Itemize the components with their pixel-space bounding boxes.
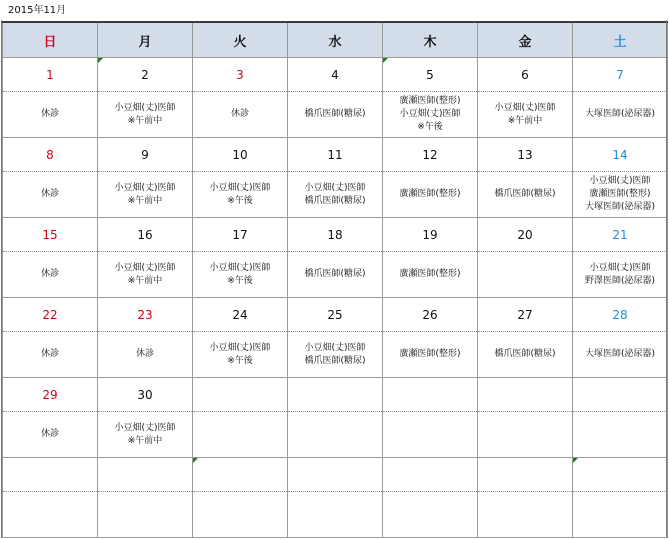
schedule-cell[interactable] [98, 252, 193, 298]
schedule-note: 小豆畑(丈)医師 [589, 176, 651, 186]
date-cell[interactable] [573, 378, 668, 412]
schedule-cell[interactable] [3, 492, 98, 538]
schedule-cell[interactable] [193, 332, 288, 378]
date-cell[interactable] [288, 378, 383, 412]
schedule-cell[interactable] [573, 332, 668, 378]
schedule-cell[interactable] [193, 412, 288, 458]
weekday-tue: 火 [193, 22, 288, 58]
date-cell[interactable]: 11 [288, 138, 383, 172]
date-cell[interactable]: 6 [478, 58, 573, 92]
schedule-note: 小豆畑(丈)医師 [114, 102, 176, 113]
date-cell[interactable] [478, 378, 573, 412]
date-row [3, 458, 668, 492]
schedule-cell[interactable] [98, 412, 193, 458]
schedule-row [3, 92, 668, 138]
schedule-cell[interactable] [3, 412, 98, 458]
date-cell[interactable]: 8 [3, 138, 98, 172]
schedule-note: 休診 [40, 109, 59, 119]
schedule-cell[interactable] [478, 92, 573, 138]
schedule-note: ※午後 [227, 275, 253, 286]
date-cell[interactable]: 28 [573, 298, 668, 332]
schedule-cell[interactable] [98, 332, 193, 378]
schedule-note: 小豆畑(丈)医師 [304, 182, 366, 193]
schedule-cell[interactable] [288, 492, 383, 538]
date-cell[interactable] [573, 458, 668, 492]
schedule-row [3, 332, 668, 378]
schedule-note: 小豆畑(丈)医師 [114, 182, 176, 193]
schedule-cell[interactable] [3, 332, 98, 378]
schedule-note: 廣瀬医師(整形) [399, 269, 461, 279]
date-cell[interactable]: 19 [383, 218, 478, 252]
schedule-cell[interactable] [193, 492, 288, 538]
date-cell[interactable]: 26 [383, 298, 478, 332]
date-cell[interactable]: 24 [193, 298, 288, 332]
schedule-cell[interactable] [193, 172, 288, 218]
date-cell[interactable]: 4 [288, 58, 383, 92]
date-cell[interactable]: 1 [3, 58, 98, 92]
date-cell[interactable]: 5 [383, 58, 478, 92]
schedule-note: 小豆畑(丈)医師 [114, 262, 176, 273]
schedule-note: ※午前中 [127, 275, 163, 286]
schedule-cell[interactable] [288, 412, 383, 458]
date-cell[interactable]: 15 [3, 218, 98, 252]
date-cell[interactable]: 20 [478, 218, 573, 252]
schedule-note: 橋爪医師(糖尿) [304, 195, 366, 206]
schedule-cell[interactable] [383, 412, 478, 458]
date-cell[interactable] [383, 458, 478, 492]
date-cell[interactable]: 21 [573, 218, 668, 252]
date-cell[interactable]: 13 [478, 138, 573, 172]
schedule-row [3, 492, 668, 538]
date-row [3, 378, 668, 412]
date-cell[interactable]: 12 [383, 138, 478, 172]
weekday-header-row [3, 22, 668, 58]
date-cell[interactable]: 2 [98, 58, 193, 92]
schedule-cell[interactable] [288, 252, 383, 298]
schedule-note: ※午前中 [127, 435, 163, 446]
schedule-cell[interactable] [573, 252, 668, 298]
date-cell[interactable]: 14 [573, 138, 668, 172]
weekday-thu: 木 [383, 22, 478, 58]
schedule-cell[interactable] [383, 332, 478, 378]
schedule-cell[interactable] [383, 252, 478, 298]
date-cell[interactable] [3, 458, 98, 492]
schedule-cell[interactable] [193, 252, 288, 298]
weekday-wed: 水 [288, 22, 383, 58]
schedule-cell[interactable] [478, 332, 573, 378]
date-cell[interactable] [383, 378, 478, 412]
schedule-note: 小豆畑(丈)医師 [399, 109, 461, 119]
schedule-row [3, 412, 668, 458]
schedule-cell[interactable] [3, 252, 98, 298]
schedule-note: 廣瀬医師(整形) [399, 96, 461, 106]
schedule-note: 廣瀬医師(整形) [399, 189, 461, 199]
date-cell[interactable] [193, 378, 288, 412]
schedule-note: 休診 [230, 109, 249, 119]
schedule-note: 橋爪医師(糖尿) [304, 355, 366, 366]
date-cell[interactable]: 30 [98, 378, 193, 412]
schedule-note: 橋爪医師(糖尿) [304, 109, 366, 119]
schedule-cell[interactable] [573, 92, 668, 138]
date-cell[interactable]: 17 [193, 218, 288, 252]
schedule-note: 小豆畑(丈)医師 [114, 422, 176, 433]
schedule-cell[interactable] [3, 92, 98, 138]
schedule-cell[interactable] [573, 172, 668, 218]
date-cell[interactable] [193, 458, 288, 492]
schedule-note: 休診 [40, 349, 59, 359]
calendar-title: 2015年11月 [8, 5, 67, 16]
date-row [3, 298, 668, 332]
schedule-cell[interactable] [573, 412, 668, 458]
schedule-cell[interactable] [288, 332, 383, 378]
schedule-cell[interactable] [288, 92, 383, 138]
date-row [3, 138, 668, 172]
schedule-note: 休診 [135, 349, 154, 359]
schedule-cell[interactable] [193, 92, 288, 138]
schedule-note: 休診 [40, 429, 59, 439]
date-cell[interactable]: 25 [288, 298, 383, 332]
schedule-note: 野澤医師(泌尿器) [584, 275, 656, 286]
weekday-fri: 金 [478, 22, 573, 58]
schedule-note: ※午前中 [507, 115, 543, 126]
weekday-sun: 日 [3, 22, 98, 58]
date-cell[interactable]: 22 [3, 298, 98, 332]
schedule-cell[interactable] [478, 172, 573, 218]
schedule-cell[interactable] [478, 492, 573, 538]
schedule-note: 小豆畑(丈)医師 [494, 102, 556, 113]
schedule-note: 廣瀬医師(整形) [589, 189, 651, 199]
schedule-row [3, 172, 668, 218]
schedule-note: ※午後 [227, 355, 253, 366]
schedule-cell[interactable] [478, 252, 573, 298]
date-cell[interactable] [478, 458, 573, 492]
calendar-table [2, 21, 668, 538]
weekday-mon: 月 [98, 22, 193, 58]
schedule-note: ※午後 [227, 195, 253, 206]
date-cell[interactable]: 9 [98, 138, 193, 172]
schedule-cell[interactable] [573, 492, 668, 538]
date-cell[interactable]: 7 [573, 58, 668, 92]
date-cell[interactable]: 23 [98, 298, 193, 332]
schedule-note: 大塚医師(泌尿器) [584, 202, 656, 212]
schedule-cell[interactable] [478, 412, 573, 458]
schedule-note: 橋爪医師(糖尿) [304, 269, 366, 279]
schedule-note: ※午前中 [127, 115, 163, 126]
schedule-cell[interactable] [98, 492, 193, 538]
date-cell[interactable]: 27 [478, 298, 573, 332]
date-cell[interactable] [98, 458, 193, 492]
date-row [3, 58, 668, 92]
schedule-note: 小豆畑(丈)医師 [304, 342, 366, 353]
schedule-cell[interactable] [383, 172, 478, 218]
schedule-note: 大塚医師(泌尿器) [584, 349, 656, 359]
date-cell[interactable]: 3 [193, 58, 288, 92]
date-cell[interactable]: 16 [98, 218, 193, 252]
schedule-note: 小豆畑(丈)医師 [209, 342, 271, 353]
date-cell[interactable]: 29 [3, 378, 98, 412]
schedule-note: 橋爪医師(糖尿) [494, 349, 556, 359]
date-cell[interactable]: 18 [288, 218, 383, 252]
date-row [3, 218, 668, 252]
schedule-cell[interactable] [383, 92, 478, 138]
schedule-note: 小豆畑(丈)医師 [589, 262, 651, 273]
schedule-cell[interactable] [383, 492, 478, 538]
schedule-note: 小豆畑(丈)医師 [209, 262, 271, 273]
weekday-sat: 土 [573, 22, 668, 58]
schedule-note: ※午後 [417, 122, 443, 132]
schedule-note: 休診 [40, 189, 59, 199]
schedule-cell[interactable] [288, 172, 383, 218]
schedule-cell[interactable] [98, 92, 193, 138]
schedule-cell[interactable] [3, 172, 98, 218]
schedule-row [3, 252, 668, 298]
schedule-note: 小豆畑(丈)医師 [209, 182, 271, 193]
schedule-note: 大塚医師(泌尿器) [584, 109, 656, 119]
schedule-cell[interactable] [98, 172, 193, 218]
date-cell[interactable] [288, 458, 383, 492]
schedule-note: 廣瀬医師(整形) [399, 349, 461, 359]
schedule-note: 橋爪医師(糖尿) [494, 189, 556, 199]
schedule-note: 休診 [40, 269, 59, 279]
schedule-note: ※午前中 [127, 195, 163, 206]
date-cell[interactable]: 10 [193, 138, 288, 172]
